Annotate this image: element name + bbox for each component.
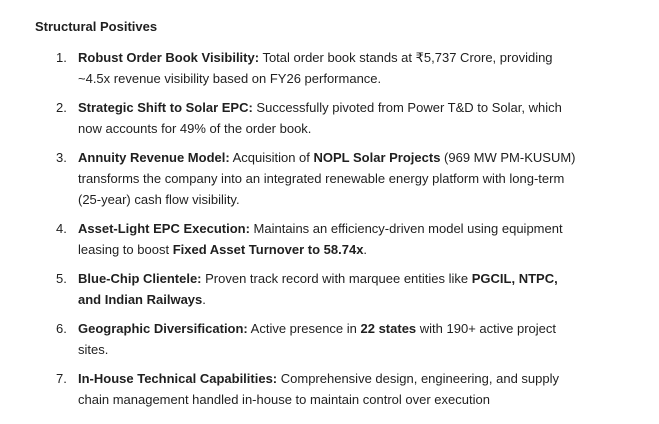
item-number: 2.: [56, 100, 67, 115]
item-lead: Asset-Light EPC Execution:: [78, 221, 250, 236]
item-text: Successfully pivoted from Power T&D to Solar, which now accounts for 49% of the order book.: [78, 100, 562, 136]
positives-list: [35, 47, 639, 410]
list-item: [35, 268, 578, 310]
item-text: Acquisition of: [229, 150, 314, 165]
item-text: with 190+ active project sites.: [78, 321, 556, 357]
item-emphasis: Fixed Asset Turnover to 58.74x: [172, 242, 364, 257]
item-text: Proven track record with marquee entities like: [201, 271, 472, 286]
item-lead: Robust Order Book Visibility:: [78, 50, 260, 65]
item-text: Total order book stands at ₹5,737 Crore, providing ~4.5x revenue visibility based on FY26 performance.: [78, 50, 553, 86]
item-number: 5.: [56, 271, 67, 286]
item-emphasis: NOPL Solar Projects: [313, 150, 441, 165]
item-lead: Annuity Revenue Model:: [78, 150, 230, 165]
item-number: 3.: [56, 150, 67, 165]
item-text: Comprehensive design, engineering, and supply chain management handled in-house to maintain control over execution: [78, 371, 559, 407]
list-item: [35, 368, 578, 410]
item-text: .: [363, 242, 368, 257]
item-emphasis: PGCIL, NTPC, and Indian Railways: [78, 271, 558, 307]
list-item: [35, 47, 578, 89]
list-item: [35, 218, 578, 260]
item-lead: Strategic Shift to Solar EPC:: [78, 100, 253, 115]
list-item: [35, 147, 578, 210]
item-number: 4.: [56, 221, 67, 236]
item-text: Maintains an efficiency-driven model using equipment leasing to boost: [78, 221, 563, 257]
item-lead: In-House Technical Capabilities:: [78, 371, 278, 386]
item-text: (969 MW PM-KUSUM) transforms the company into an integrated renewable energy platform with long-term (25-year) cash flow visibility.: [78, 150, 576, 207]
item-number: 1.: [56, 50, 67, 65]
item-text: Active presence in: [247, 321, 361, 336]
item-text: .: [202, 292, 206, 307]
section-title: Structural Positives: [35, 19, 158, 34]
list-item: [35, 318, 578, 360]
item-number: 6.: [56, 321, 67, 336]
item-emphasis: 22 states: [360, 321, 417, 336]
item-lead: Blue-Chip Clientele:: [78, 271, 202, 286]
item-number: 7.: [56, 371, 67, 386]
item-lead: Geographic Diversification:: [78, 321, 248, 336]
list-item: [35, 97, 578, 139]
